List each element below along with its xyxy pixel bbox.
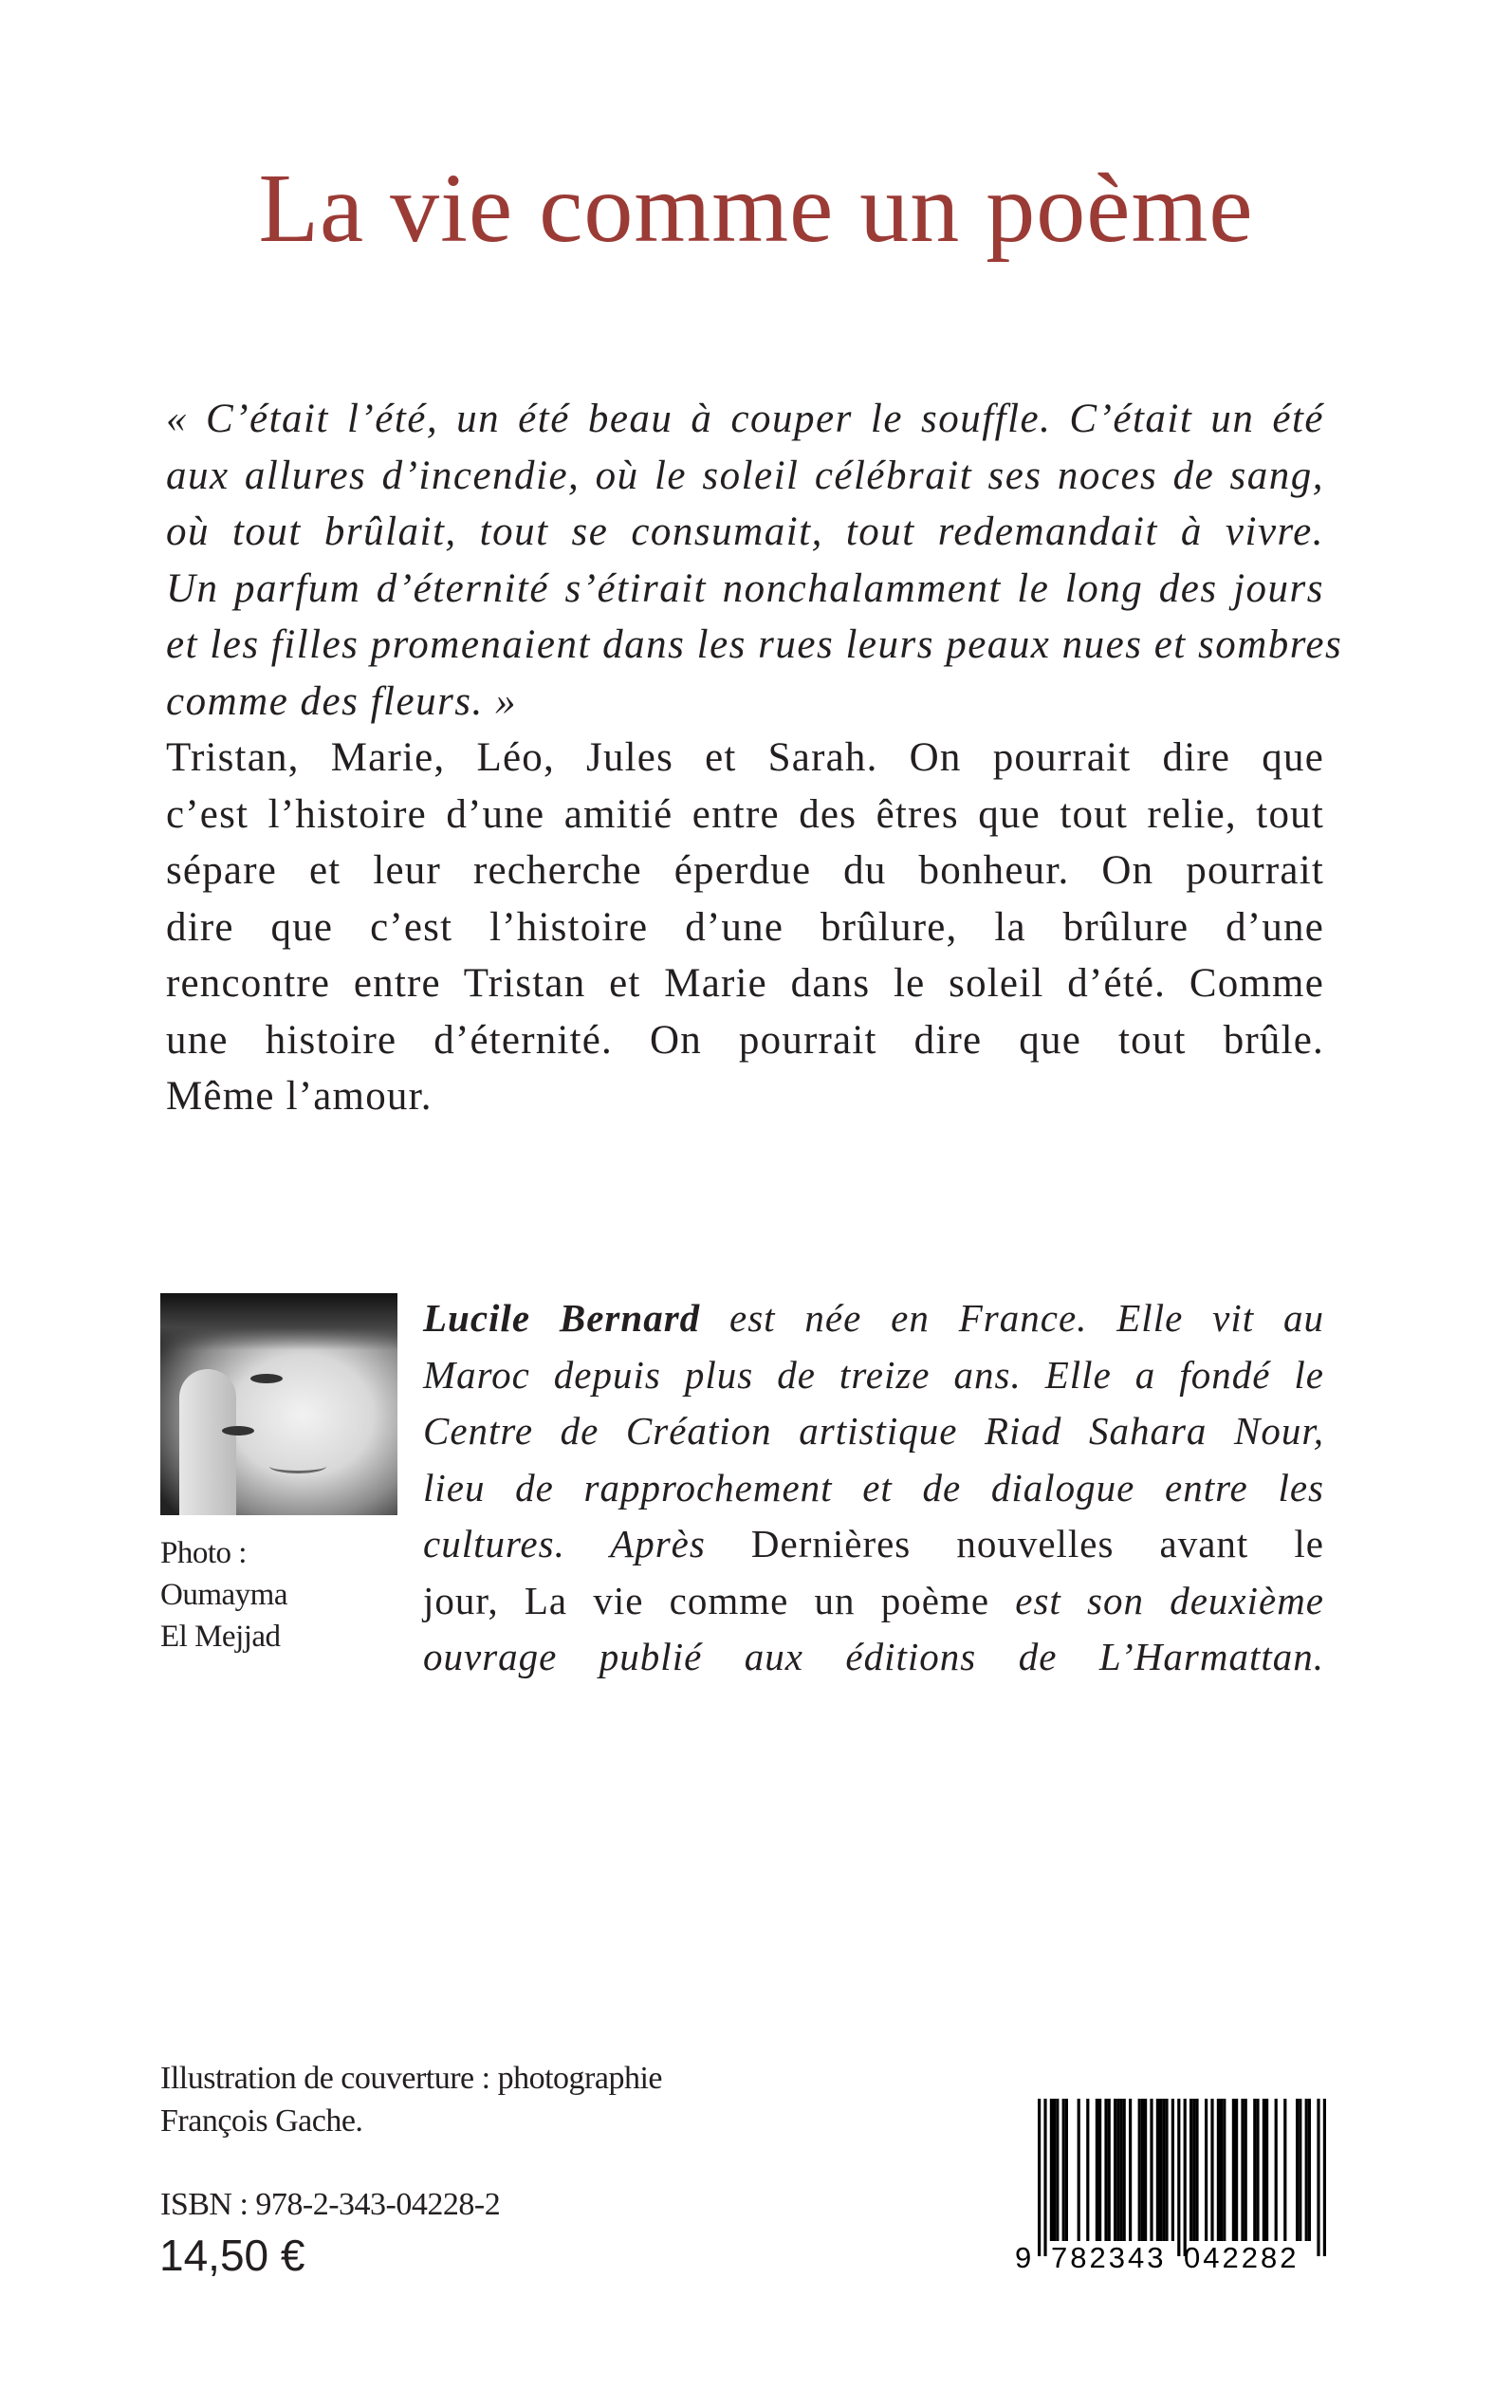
photo-credit-line: Oumayma: [160, 1578, 287, 1612]
quote-line: aux allures d’incendie, où le soleil célébrait ses noces de sang,: [166, 453, 1324, 498]
barcode-bar: [1317, 2099, 1319, 2256]
barcode-bar: [1263, 2099, 1265, 2241]
barcode-bar: [1119, 2099, 1122, 2241]
barcode-first-digit: 9: [1015, 2241, 1032, 2271]
barcode-bar: [1223, 2099, 1226, 2241]
barcode-right-digits: 042282: [1184, 2241, 1300, 2271]
barcode-left-digits: 782343: [1051, 2241, 1167, 2271]
photo-credit: [160, 1532, 287, 1658]
barcode-bar: [1098, 2099, 1101, 2241]
barcode-bar: [1217, 2099, 1220, 2241]
summary-line: Tristan, Marie, Léo, Jules et Sarah. On pourrait dire que: [166, 735, 1324, 780]
photo-credit-line: Photo :: [160, 1536, 247, 1570]
barcode-bar: [1189, 2099, 1192, 2241]
barcode-bar: [1156, 2099, 1159, 2241]
summary-line: rencontre entre Tristan et Marie dans le soleil d’été. Comme: [166, 961, 1324, 1006]
barcode-bar: [1086, 2099, 1089, 2241]
summary-line: une histoire d’éternité. On pourrait dire que tout brûle.: [166, 1017, 1324, 1063]
barcode-bar: [1241, 2099, 1244, 2241]
barcode-bar: [1165, 2099, 1168, 2241]
photo-credit-line: El Mejjad: [160, 1620, 281, 1654]
barcode-bar: [1114, 2099, 1116, 2241]
barcode-bar: [1108, 2099, 1111, 2241]
barcode-bar: [1104, 2099, 1107, 2241]
barcode-bar: [1150, 2099, 1152, 2241]
barcode-bar: [1299, 2099, 1301, 2241]
cover-credit-line: Illustration de couverture : photographie: [160, 2061, 662, 2096]
price: 14,50 €: [159, 2231, 305, 2280]
barcode-bar: [1159, 2099, 1162, 2241]
barcode-bar: [1283, 2099, 1286, 2241]
barcode-bar: [1245, 2099, 1247, 2241]
barcode-bar: [1050, 2099, 1053, 2241]
barcode-bar: [1078, 2099, 1080, 2241]
barcode-bar: [1232, 2099, 1235, 2241]
bio-line: Centre de Création artistique Riad Sahara Nour,: [423, 1409, 1324, 1453]
barcode-bar: [1275, 2099, 1278, 2241]
barcode-bar: [1195, 2099, 1198, 2241]
book-title: La vie comme un poème: [258, 154, 1254, 263]
barcode-bar: [1308, 2099, 1311, 2241]
barcode-bar: [1184, 2099, 1187, 2256]
barcode-bar: [1296, 2099, 1299, 2241]
barcode-bar: [1141, 2099, 1144, 2241]
barcode-bar: [1305, 2099, 1308, 2241]
bio-line: ouvrage publié aux éditions de L’Harmattan.: [423, 1635, 1324, 1678]
barcode-bar: [1220, 2099, 1223, 2241]
barcode-bar: [1129, 2099, 1132, 2241]
author-photo: [160, 1293, 397, 1515]
bio-text: Dernières nouvelles avant le: [750, 1522, 1324, 1565]
barcode-bar: [1177, 2099, 1180, 2256]
barcode-bar: [1265, 2099, 1268, 2241]
bio-text: est née en France. Elle vit au: [700, 1296, 1324, 1340]
barcode-bar: [1138, 2099, 1141, 2241]
barcode-bar: [1192, 2099, 1195, 2241]
barcode-bar: [1065, 2099, 1068, 2241]
quote-line: où tout brûlait, tout se consumait, tout redemandait à vivre.: [166, 509, 1324, 554]
isbn-barcode: [1013, 2099, 1328, 2271]
bio-text: jour, La vie comme un poème: [423, 1578, 1016, 1622]
barcode-bar: [1256, 2099, 1259, 2241]
summary-line: sépare et leur recherche éperdue du bonheur. On pourrait: [166, 848, 1324, 893]
summary-text: [166, 730, 1324, 1125]
author-name: Lucile Bernard: [423, 1296, 701, 1340]
quote-line: Un parfum d’éternité s’étirait nonchalamment le long des jours: [166, 565, 1324, 611]
barcode-bar: [1056, 2099, 1059, 2241]
barcode-bar: [1043, 2099, 1046, 2256]
barcode-bar: [1253, 2099, 1256, 2241]
isbn: ISBN : 978-2-343-04228-2: [160, 2187, 501, 2222]
back-cover-quote: [166, 391, 1343, 730]
barcode-bar: [1053, 2099, 1056, 2241]
bio-text: cultures. Après: [423, 1522, 751, 1565]
barcode-bar: [1235, 2099, 1238, 2241]
bio-line: lieu de rapprochement et de dialogue entre les: [423, 1465, 1324, 1510]
quote-line: et les filles promenaient dans les rues leurs peaux nues et sombres: [166, 622, 1343, 667]
summary-line: dire que c’est l’histoire d’une brûlure, la brûlure d’une: [166, 904, 1324, 950]
barcode-bar: [1323, 2099, 1326, 2256]
quote-line: comme des fleurs. »: [166, 678, 518, 724]
barcode-bar: [1038, 2099, 1041, 2256]
barcode-bar: [1171, 2099, 1174, 2241]
barcode-bar: [1062, 2099, 1065, 2241]
barcode-bar: [1116, 2099, 1119, 2241]
summary-line: Même l’amour.: [166, 1074, 433, 1119]
summary-line: c’est l’histoire d’une amitié entre des êtres que tout relie, tout: [166, 791, 1324, 837]
barcode-bar: [1123, 2099, 1126, 2241]
barcode-bar: [1162, 2099, 1165, 2241]
author-bio: [423, 1290, 1324, 1686]
barcode-bar: [1205, 2099, 1208, 2241]
barcode-bar: [1096, 2099, 1098, 2241]
barcode-bar: [1144, 2099, 1147, 2241]
cover-credit-line: François Gache.: [160, 2103, 363, 2139]
bio-line: Maroc depuis plus de treize ans. Elle a fondé le: [423, 1352, 1324, 1397]
barcode-bar: [1210, 2099, 1213, 2241]
quote-line: « C’était l’été, un été beau à couper le souffle. C’était un été: [166, 397, 1324, 441]
bio-text: est son deuxième: [1015, 1578, 1324, 1622]
